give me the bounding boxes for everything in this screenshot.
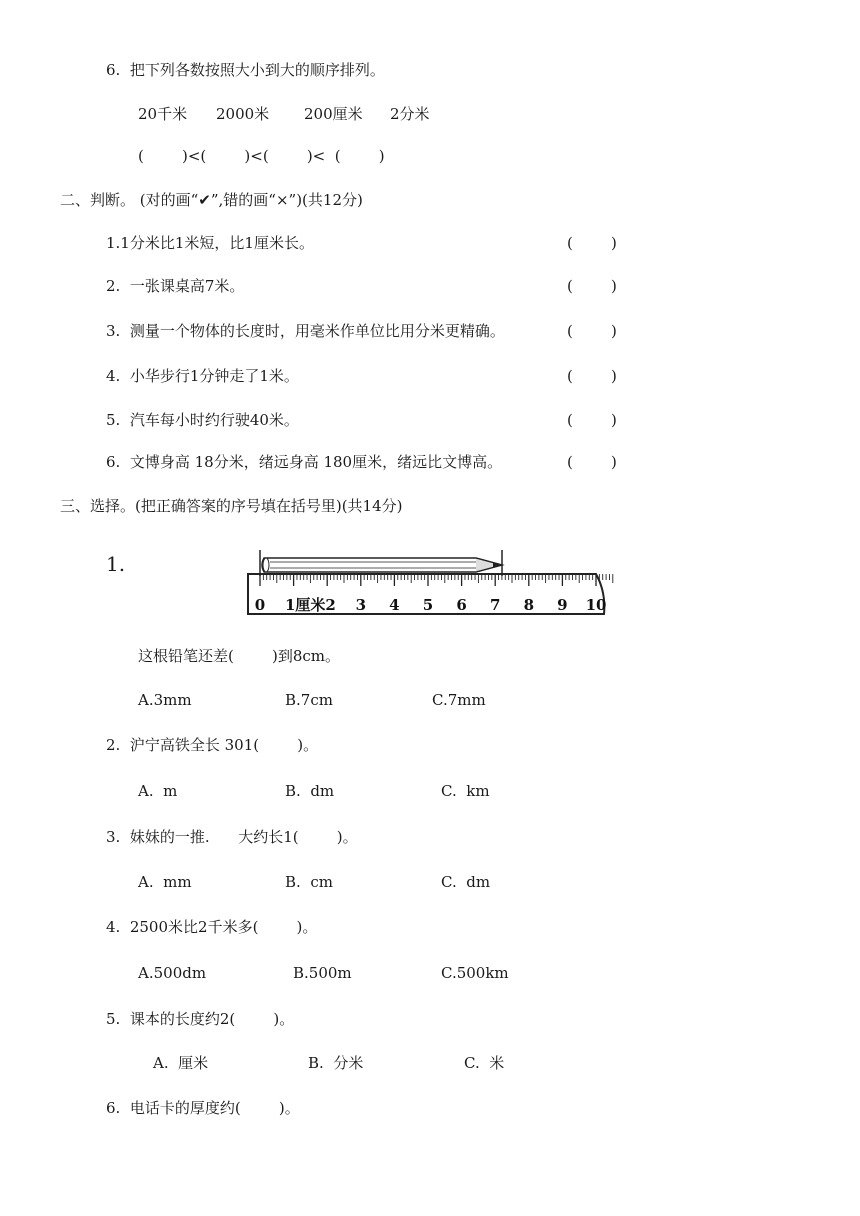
ruler-label: 10 xyxy=(585,596,607,614)
choice-q4-option-b[interactable]: B.500m xyxy=(293,964,352,982)
judge-q2-bracket[interactable]: ( ) xyxy=(567,277,617,295)
judge-q3-bracket[interactable]: ( ) xyxy=(567,322,617,340)
choice-q6-stem: 6. 电话卡的厚度约( )。 xyxy=(106,1099,300,1117)
choice-q1-stem: 这根铅笔还差( )到8cm。 xyxy=(138,647,341,665)
section3-heading: 三、选择。(把正确答案的序号填在括号里)(共14分) xyxy=(60,497,403,515)
ruler-label: 8 xyxy=(523,596,535,614)
judge-q4-bracket[interactable]: ( ) xyxy=(567,367,617,385)
ruler-label: 1厘米2 xyxy=(284,596,336,614)
ruler-label: 5 xyxy=(422,596,434,614)
choice-q3-option-a[interactable]: A. mm xyxy=(138,873,192,891)
choice-q5-option-c[interactable]: C. 米 xyxy=(464,1054,505,1072)
choice-q3-stem: 3. 妹妹的一推. 大约长1( )。 xyxy=(106,828,358,846)
choice-q1-option-a[interactable]: A.3mm xyxy=(138,691,192,709)
choice-q2-option-c[interactable]: C. km xyxy=(441,782,490,800)
section2-heading: 二、判断。 (对的画“✔”,错的画“×”)(共12分) xyxy=(60,191,363,209)
choice-q1-option-b[interactable]: B.7cm xyxy=(285,691,333,709)
q6-item-4: 2分米 xyxy=(390,105,430,123)
ruler-pencil-figure xyxy=(244,546,616,620)
judge-q6-text: 6. 文博身高 18分米，绪远身高 180厘米，绪远比文博高。 xyxy=(106,453,503,471)
ruler-label: 0 xyxy=(254,596,266,614)
judge-q2-text: 2. 一张课桌高7米。 xyxy=(106,277,245,295)
q6-item-1: 20千米 xyxy=(138,105,188,123)
judge-q3-text: 3. 测量一个物体的长度时，用毫米作单位比用分米更精确。 xyxy=(106,322,505,340)
choice-q3-option-c[interactable]: C. dm xyxy=(441,873,491,891)
ruler-label: 9 xyxy=(557,596,568,614)
ruler-label: 6 xyxy=(456,596,467,614)
judge-q6-bracket[interactable]: ( ) xyxy=(567,453,617,471)
q6-prompt: 6. 把下列各数按照大小到大的顺序排列。 xyxy=(106,61,385,79)
ruler-label: 4 xyxy=(389,596,400,614)
choice-q2-option-b[interactable]: B. dm xyxy=(285,782,335,800)
choice-q5-stem: 5. 课本的长度约2( )。 xyxy=(106,1010,295,1028)
judge-q5-bracket[interactable]: ( ) xyxy=(567,411,617,429)
ruler-label: 7 xyxy=(489,596,501,614)
choice-q1-number: 1. xyxy=(106,552,126,576)
choice-q1-option-c[interactable]: C.7mm xyxy=(432,691,486,709)
ruler-label: 3 xyxy=(355,596,367,614)
pencil-icon xyxy=(260,550,502,576)
q6-item-2: 2000米 xyxy=(216,105,270,123)
choice-q2-stem: 2. 沪宁高铁全长 301( )。 xyxy=(106,736,319,754)
choice-q2-option-a[interactable]: A. m xyxy=(138,782,178,800)
choice-q5-option-a[interactable]: A. 厘米 xyxy=(153,1054,209,1072)
choice-q4-option-c[interactable]: C.500km xyxy=(441,964,509,982)
judge-q4-text: 4. 小华步行1分钟走了1米。 xyxy=(106,367,299,385)
judge-q1-text: 1.1分米比1米短，比1厘米长。 xyxy=(106,234,314,252)
judge-q5-text: 5. 汽车每小时约行驶40米。 xyxy=(106,411,299,429)
q6-item-3: 200厘米 xyxy=(304,105,363,123)
q6-order-blanks[interactable]: ( )<( )<( )< ( ) xyxy=(138,147,385,165)
ruler-pencil-svg xyxy=(244,546,616,620)
choice-q3-option-b[interactable]: B. cm xyxy=(285,873,333,891)
judge-q1-bracket[interactable]: ( ) xyxy=(567,234,617,252)
choice-q4-option-a[interactable]: A.500dm xyxy=(138,964,207,982)
choice-q4-stem: 4. 2500米比2千米多( )。 xyxy=(106,918,318,936)
choice-q5-option-b[interactable]: B. 分米 xyxy=(308,1054,364,1072)
